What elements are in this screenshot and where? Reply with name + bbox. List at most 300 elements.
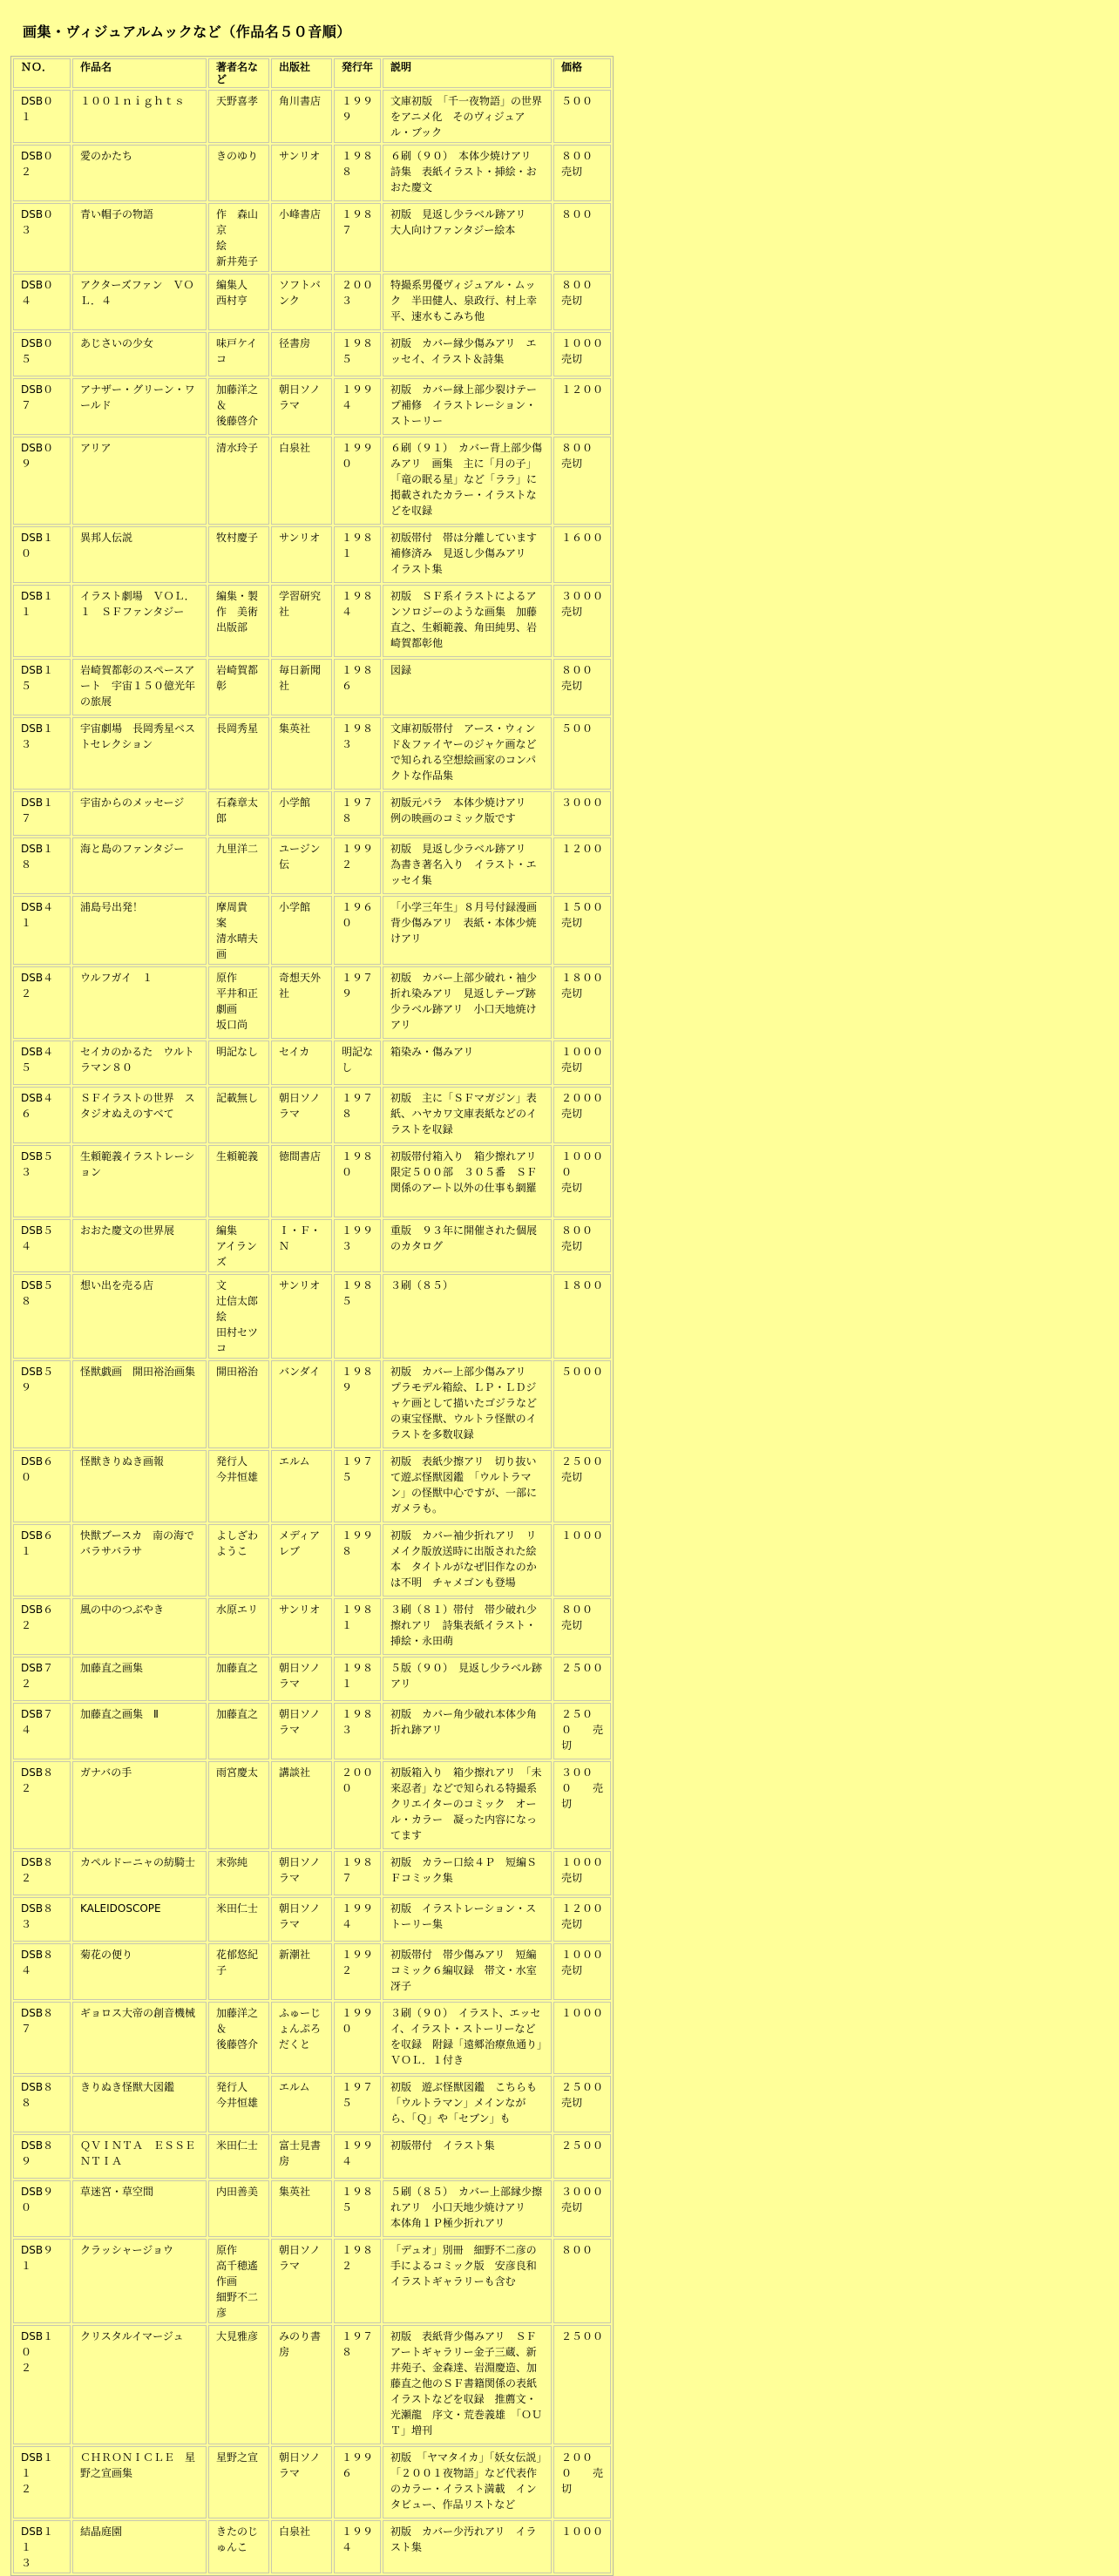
table-row — [13, 1145, 611, 1217]
cell-title: ギョロス大帝の創音機械 — [72, 2002, 207, 2074]
cell-price: ８００ — [553, 2239, 611, 2323]
table-row — [13, 1360, 611, 1448]
cell-year: １９９ ４ — [334, 378, 381, 435]
cell-price: １０００ 売切 — [553, 332, 611, 376]
cell-title: アクターズファン ＶＯＬ．４ — [72, 274, 207, 330]
cell-no: DSB８２ — [13, 1761, 71, 1849]
cell-publisher: 朝日ソノラマ — [271, 1087, 332, 1143]
table-row — [13, 1897, 611, 1942]
cell-year: １９９ ４ — [334, 1897, 381, 1942]
cell-publisher: ふゅーじょんぷろだくと — [271, 2002, 332, 2074]
cell-author: 末弥純 — [208, 1851, 269, 1895]
table-row — [13, 1598, 611, 1655]
cell-description: 初版 表紙背少傷みアリ ＳＦアートギャラリー金子三蔵、新井苑子、金森達、岩淵慶造、加藤直之他のＳＦ書籍関係の表紙イラストなどを収録 推薦文・光瀬龍 序文・荒巻義雄 「ＯＵＴ」増刊 — [383, 2325, 552, 2444]
cell-year: １９８ ４ — [334, 585, 381, 657]
table-row — [13, 1087, 611, 1143]
table-row — [13, 791, 611, 836]
cell-author: 開田裕治 — [208, 1360, 269, 1448]
cell-title: 怪獣きりぬき画報 — [72, 1450, 207, 1522]
cell-no: DSB５３ — [13, 1145, 71, 1217]
cell-price: １０００ — [553, 1524, 611, 1596]
cell-author: 加藤洋之＆ 後藤啓介 — [208, 378, 269, 435]
table-row — [13, 896, 611, 965]
cell-year: １９８ １ — [334, 1657, 381, 1701]
cell-description: 初版 カバー袖少折れアリ リメイク版放送時に出版された絵本 タイトルがなぜ旧作なのかは不明 チャメゴンも登場 — [383, 1524, 552, 1596]
cell-publisher: セイカ — [271, 1041, 332, 1085]
cell-author: 米田仁士 — [208, 2134, 269, 2179]
cell-publisher: 朝日ソノラマ — [271, 1897, 332, 1942]
cell-year: １９８ ８ — [334, 145, 381, 201]
cell-price: ２５０ ０ 売 切 — [553, 1703, 611, 1759]
cell-publisher: バンダイ — [271, 1360, 332, 1448]
column-header-publisher: 出版社 — [271, 58, 332, 88]
cell-year: １９９ ３ — [334, 1219, 381, 1272]
cell-year: １９８ １ — [334, 1598, 381, 1655]
cell-publisher: 径書房 — [271, 332, 332, 376]
cell-description: 初版元パラ 本体少焼けアリ 例の映画のコミック版です — [383, 791, 552, 836]
cell-price: １０００ — [553, 2520, 611, 2573]
cell-description: 初版帯付 帯少傷みアリ 短編コミック６編収録 帯文・水室冴子 — [383, 1943, 552, 2000]
cell-year: １９９ ２ — [334, 1943, 381, 2000]
cell-author: 石森章太郎 — [208, 791, 269, 836]
cell-author: 明記なし — [208, 1041, 269, 1085]
cell-publisher: メディアレブ — [271, 1524, 332, 1596]
cell-publisher: 白泉社 — [271, 437, 332, 525]
cell-price: ５００ — [553, 90, 611, 143]
cell-no: DSB６２ — [13, 1598, 71, 1655]
cell-publisher: エルム — [271, 2076, 332, 2132]
cell-year: １９７ ５ — [334, 2076, 381, 2132]
cell-no: DSB８４ — [13, 1943, 71, 2000]
cell-description: 初版帯付 帯は分離しています 補修済み 見返し少傷みアリ イラスト集 — [383, 526, 552, 583]
cell-author: 生頼範義 — [208, 1145, 269, 1217]
cell-publisher: 朝日ソノラマ — [271, 1851, 332, 1895]
table-row — [13, 2002, 611, 2074]
cell-author: 星野之宣 — [208, 2446, 269, 2518]
cell-title: １００１ｎｉｇｈｔｓ — [72, 90, 207, 143]
table-row — [13, 1219, 611, 1272]
cell-author: 原作 平井和正 劇画 坂口尚 — [208, 966, 269, 1039]
cell-price: １００００ 売切 — [553, 1145, 611, 1217]
cell-author: 岩崎賀都彰 — [208, 659, 269, 715]
cell-price: １０００ 売切 — [553, 1943, 611, 2000]
cell-title: イラスト劇場 ＶＯＬ．１ ＳＦファンタジー — [72, 585, 207, 657]
cell-no: DSB４１ — [13, 896, 71, 965]
cell-description: 特撮系男優ヴィジュアル・ムック 半田健人、泉政行、村上幸平、速水もこみち他 — [383, 274, 552, 330]
cell-year: １９８ ２ — [334, 2239, 381, 2323]
table-row — [13, 437, 611, 525]
cell-year: １９８ ９ — [334, 1360, 381, 1448]
cell-author: 味戸ケイコ — [208, 332, 269, 376]
cell-title: 快獣ブースカ 南の海でバラサバラサ — [72, 1524, 207, 1596]
cell-publisher: 毎日新聞社 — [271, 659, 332, 715]
cell-publisher: 白泉社 — [271, 2520, 332, 2573]
cell-no: DSB６１ — [13, 1524, 71, 1596]
cell-year: １９７ ９ — [334, 966, 381, 1039]
cell-title: 生頼範義イラストレーション — [72, 1145, 207, 1217]
cell-price: ３００ ０ 売 切 — [553, 1761, 611, 1849]
cell-description: 初版 カバー角少破れ本体少角折れ跡アリ — [383, 1703, 552, 1759]
cell-publisher: 奇想天外社 — [271, 966, 332, 1039]
cell-year: １９８ ５ — [334, 2180, 381, 2237]
cell-no: DSB４６ — [13, 1087, 71, 1143]
cell-no: DSB０４ — [13, 274, 71, 330]
table-row — [13, 585, 611, 657]
cell-publisher: 学習研究社 — [271, 585, 332, 657]
cell-description: 「デュオ」別冊 細野不二彦の手によるコミック版 安彦良和イラストギャラリーも含む — [383, 2239, 552, 2323]
cell-description: 初版 見返し少ラベル跡アリ 大人向けファンタジー絵本 — [383, 203, 552, 272]
cell-price: ８００ 売切 — [553, 274, 611, 330]
cell-publisher: 新潮社 — [271, 1943, 332, 2000]
cell-year: １９８ ３ — [334, 717, 381, 790]
cell-no: DSB０１ — [13, 90, 71, 143]
cell-author: 発行人 今井恒雄 — [208, 2076, 269, 2132]
cell-year: 明記なし — [334, 1041, 381, 1085]
cell-publisher: 講談社 — [271, 1761, 332, 1849]
column-header-description: 説明 — [383, 58, 552, 88]
cell-title: ＳＦイラストの世界 スタジオぬえのすべて — [72, 1087, 207, 1143]
cell-description: 初版 カバー少汚れアリ イラスト集 — [383, 2520, 552, 2573]
cell-description: 箱染み・傷みアリ — [383, 1041, 552, 1085]
page-title: 画集・ヴィジュアルムックなど（作品名５０音順） — [23, 24, 351, 40]
cell-no: DSB４５ — [13, 1041, 71, 1085]
cell-no: DSB１７ — [13, 791, 71, 836]
cell-price: ３０００ 売切 — [553, 2180, 611, 2237]
table-row — [13, 2446, 611, 2518]
cell-price: １２００ — [553, 837, 611, 894]
cell-no: DSB１３ — [13, 717, 71, 790]
cell-description: ３刷（９０） イラスト、エッセイ、イラスト・ストーリーなどを収録 附録「遠郷治療魚通り」ＶＯＬ．１付き — [383, 2002, 552, 2074]
catalog-table — [10, 56, 614, 2576]
cell-price: ３０００ 売切 — [553, 585, 611, 657]
cell-title: 加藤直之画集 Ⅱ — [72, 1703, 207, 1759]
cell-no: DSB１５ — [13, 659, 71, 715]
cell-author: 清水玲子 — [208, 437, 269, 525]
cell-year: １９９ ０ — [334, 437, 381, 525]
cell-description: 重版 ９３年に開催された個展のカタログ — [383, 1219, 552, 1272]
cell-no: DSB０２ — [13, 145, 71, 201]
cell-author: 加藤直之 — [208, 1657, 269, 1701]
cell-title: 草迷宮・草空間 — [72, 2180, 207, 2237]
cell-author: 九里洋二 — [208, 837, 269, 894]
cell-price: １５００ 売切 — [553, 896, 611, 965]
cell-title: セイカのかるた ウルトラマン８０ — [72, 1041, 207, 1085]
cell-author: 花郁悠紀子 — [208, 1943, 269, 2000]
cell-title: おおた慶文の世界展 — [72, 1219, 207, 1272]
cell-price: ２５００ — [553, 2134, 611, 2179]
cell-price: ２０００ 売切 — [553, 1087, 611, 1143]
cell-publisher: 富士見書房 — [271, 2134, 332, 2179]
table-row — [13, 1761, 611, 1849]
cell-year: １９９ ９ — [334, 90, 381, 143]
column-header-no: ＮＯ． — [13, 58, 71, 88]
cell-year: ２００ ３ — [334, 274, 381, 330]
cell-description: ６刷（９１） カバー背上部少傷みアリ 画集 主に「月の子」「竜の眠る星」など「ララ」に掲載されたカラー・イラストなどを収録 — [383, 437, 552, 525]
table-row — [13, 90, 611, 143]
cell-year: １９７ ８ — [334, 791, 381, 836]
cell-year: １９８ ７ — [334, 1851, 381, 1895]
cell-no: DSB０３ — [13, 203, 71, 272]
cell-price: １２００ 売切 — [553, 1897, 611, 1942]
cell-no: DSB０７ — [13, 378, 71, 435]
cell-description: 初版箱入り 箱少擦れアリ 「未来忍者」などで知られる特撮系クリエイターのコミック オール・カラー 凝った内容になってます — [383, 1761, 552, 1849]
table-row — [13, 1041, 611, 1085]
cell-publisher: 朝日ソノラマ — [271, 1703, 332, 1759]
table-row — [13, 837, 611, 894]
cell-author: 摩周貴 案 清水晴夫 画 — [208, 896, 269, 965]
cell-title: ウルフガイ １ — [72, 966, 207, 1039]
table-row — [13, 1703, 611, 1759]
cell-price: ８００ 売切 — [553, 1219, 611, 1272]
cell-author: 編集人 西村亨 — [208, 274, 269, 330]
cell-title: KALEIDOSCOPE — [72, 1897, 207, 1942]
cell-publisher: 小学館 — [271, 791, 332, 836]
cell-author: 長岡秀星 — [208, 717, 269, 790]
table-row — [13, 2239, 611, 2323]
table-row — [13, 1274, 611, 1359]
cell-no: DSB８２ — [13, 1851, 71, 1895]
cell-price: １０００ — [553, 2002, 611, 2074]
cell-price: ５００ — [553, 717, 611, 790]
table-header-row — [13, 58, 611, 88]
table-row — [13, 2180, 611, 2237]
cell-title: カペルドーニャの紡騎士 — [72, 1851, 207, 1895]
cell-no: DSB１０ ２ — [13, 2325, 71, 2444]
cell-title: 海と島のファンタジー — [72, 837, 207, 894]
cell-title: 菊花の便り — [72, 1943, 207, 2000]
cell-publisher: サンリオ — [271, 145, 332, 201]
cell-description: 初版 カバー縁上部少裂けテープ補修 イラストレーション・ストーリー — [383, 378, 552, 435]
cell-author: 編集 アイランズ — [208, 1219, 269, 1272]
cell-title: クラッシャージョウ — [72, 2239, 207, 2323]
table-row — [13, 659, 611, 715]
cell-no: DSB５８ — [13, 1274, 71, 1359]
cell-publisher: エルム — [271, 1450, 332, 1522]
cell-author: 発行人 今井恒雄 — [208, 1450, 269, 1522]
cell-no: DSB７２ — [13, 1657, 71, 1701]
column-header-year: 発行年 — [334, 58, 381, 88]
cell-description: 初版 カラー口絵４Ｐ 短編ＳＦコミック集 — [383, 1851, 552, 1895]
cell-description: 初版 カバー上部少傷みアリ プラモデル箱絵、ＬＰ・ＬＤジャケ画として描いたゴジラなどの東宝怪獣、ウルトラ怪獣のイラストを多数収録 — [383, 1360, 552, 1448]
cell-author: 米田仁士 — [208, 1897, 269, 1942]
cell-publisher: 朝日ソノラマ — [271, 2446, 332, 2518]
cell-publisher: 朝日ソノラマ — [271, 1657, 332, 1701]
table-row — [13, 526, 611, 583]
cell-price: １８００ 売切 — [553, 966, 611, 1039]
cell-author: 記載無し — [208, 1087, 269, 1143]
cell-title: ガナバの手 — [72, 1761, 207, 1849]
column-header-title: 作品名 — [72, 58, 207, 88]
cell-year: １９８ ６ — [334, 659, 381, 715]
cell-price: ５０００ — [553, 1360, 611, 1448]
cell-author: 作 森山京 絵 新井苑子 — [208, 203, 269, 272]
cell-author: 原作 高千穂遙 作画 細野不二彦 — [208, 2239, 269, 2323]
cell-no: DSB６０ — [13, 1450, 71, 1522]
cell-description: 初版帯付 イラスト集 — [383, 2134, 552, 2179]
cell-no: DSB９０ — [13, 2180, 71, 2237]
cell-title: あじさいの少女 — [72, 332, 207, 376]
cell-price: ３０００ — [553, 791, 611, 836]
cell-year: １９８ ５ — [334, 332, 381, 376]
cell-description: ６刷（９０） 本体少焼けアリ 詩集 表紙イラスト・挿絵・おおた慶文 — [383, 145, 552, 201]
cell-description: 図録 — [383, 659, 552, 715]
cell-description: ３刷（８５） — [383, 1274, 552, 1359]
cell-description: 「小学三年生」８月号付録漫画 背少傷みアリ 表紙・本体少焼けアリ — [383, 896, 552, 965]
cell-description: 初版帯付箱入り 箱少擦れアリ 限定５００部 ３０５番 ＳＦ関係のアート以外の仕事も網羅 — [383, 1145, 552, 1217]
cell-year: １９７ ５ — [334, 1450, 381, 1522]
cell-description: 初版 見返し少ラベル跡アリ 為書き著名入り イラスト・エッセイ集 — [383, 837, 552, 894]
cell-description: 初版 遊ぶ怪獣図鑑 こちらも「ウルトラマン」メインながら、「Ｑ」や「セブン」も — [383, 2076, 552, 2132]
cell-year: １９９ ４ — [334, 2134, 381, 2179]
cell-no: DSB０９ — [13, 437, 71, 525]
cell-description: ５版（９０） 見返し少ラベル跡アリ — [383, 1657, 552, 1701]
cell-publisher: 朝日ソノラマ — [271, 2239, 332, 2323]
table-row — [13, 2520, 611, 2573]
cell-author: 文 辻信太郎 絵 田村セツコ — [208, 1274, 269, 1359]
cell-author: 加藤洋之＆ 後藤啓介 — [208, 2002, 269, 2074]
cell-description: 初版 表紙少擦アリ 切り抜いて遊ぶ怪獣図鑑 「ウルトラマン」の怪獣中心ですが、一部にガメラも。 — [383, 1450, 552, 1522]
cell-publisher: 徳間書店 — [271, 1145, 332, 1217]
cell-no: DSB０５ — [13, 332, 71, 376]
cell-title: クリスタルイマージュ — [72, 2325, 207, 2444]
cell-price: ２００ ０ 売 切 — [553, 2446, 611, 2518]
cell-price: ８００ 売切 — [553, 659, 611, 715]
cell-year: １９８ ５ — [334, 1274, 381, 1359]
cell-description: ５刷（８５） カバー上部縁少擦れアリ 小口天地少焼けアリ 本体角１Ｐ極少折れアリ — [383, 2180, 552, 2237]
cell-title: 青い帽子の物語 — [72, 203, 207, 272]
cell-description: 初版 ＳＦ系イラストによるアンソロジーのような画集 加藤直之、生頼範義、角田純男、岩崎賀都彰他 — [383, 585, 552, 657]
cell-year: １９９ ８ — [334, 1524, 381, 1596]
cell-title: 加藤直之画集 — [72, 1657, 207, 1701]
cell-price: ２５００ 売切 — [553, 2076, 611, 2132]
table-row — [13, 2325, 611, 2444]
cell-title: 異邦人伝説 — [72, 526, 207, 583]
column-header-price: 価格 — [553, 58, 611, 88]
cell-price: ８００ 売切 — [553, 437, 611, 525]
cell-author: きのゆり — [208, 145, 269, 201]
cell-year: １９９ ６ — [334, 2446, 381, 2518]
cell-year: １９９ ０ — [334, 2002, 381, 2074]
cell-year: １９７ ８ — [334, 2325, 381, 2444]
cell-publisher: サンリオ — [271, 526, 332, 583]
cell-publisher: サンリオ — [271, 1598, 332, 1655]
cell-publisher: 集英社 — [271, 2180, 332, 2237]
cell-year: ２００ ０ — [334, 1761, 381, 1849]
cell-publisher: みのり書房 — [271, 2325, 332, 2444]
cell-publisher: 小峰書店 — [271, 203, 332, 272]
cell-publisher: 小学館 — [271, 896, 332, 965]
cell-author: きたのじゅんこ — [208, 2520, 269, 2573]
cell-price: １６００ — [553, 526, 611, 583]
cell-no: DSB４２ — [13, 966, 71, 1039]
cell-author: 牧村慶子 — [208, 526, 269, 583]
cell-title: ＣＨＲＯＮＩＣＬＥ 星野之宣画集 — [72, 2446, 207, 2518]
cell-publisher: 角川書店 — [271, 90, 332, 143]
cell-author: 天野喜孝 — [208, 90, 269, 143]
cell-author: 内田善美 — [208, 2180, 269, 2237]
cell-publisher: サンリオ — [271, 1274, 332, 1359]
cell-description: 文庫初版 「千一夜物語」の世界をアニメ化 そのヴィジュアル・ブック — [383, 90, 552, 143]
cell-publisher: Ｉ・Ｆ・Ｎ — [271, 1219, 332, 1272]
cell-title: 愛のかたち — [72, 145, 207, 201]
cell-no: DSB１０ — [13, 526, 71, 583]
cell-author: 加藤直之 — [208, 1703, 269, 1759]
cell-no: DSB５９ — [13, 1360, 71, 1448]
cell-author: 雨宮慶太 — [208, 1761, 269, 1849]
cell-no: DSB１８ — [13, 837, 71, 894]
table-row — [13, 2134, 611, 2179]
cell-description: 初版 「ヤマタイカ」「妖女伝説」「２００１夜物語」など代表作のカラー・イラスト満載 インタビュー、作品リストなど — [383, 2446, 552, 2518]
cell-price: ８００ 売切 — [553, 145, 611, 201]
cell-year: １９８ ０ — [334, 1145, 381, 1217]
cell-publisher: 朝日ソノラマ — [271, 378, 332, 435]
cell-title: 風の中のつぶやき — [72, 1598, 207, 1655]
cell-price: ８００ — [553, 203, 611, 272]
cell-year: １９７ ８ — [334, 1087, 381, 1143]
cell-year: １９６ ０ — [334, 896, 381, 965]
table-row — [13, 274, 611, 330]
table-row — [13, 203, 611, 272]
cell-price: ８００ 売切 — [553, 1598, 611, 1655]
cell-title: 結晶庭園 — [72, 2520, 207, 2573]
cell-title: 浦島号出発！ — [72, 896, 207, 965]
cell-year: １９８ ７ — [334, 203, 381, 272]
cell-title: きりぬき怪獣大図鑑 — [72, 2076, 207, 2132]
cell-publisher: 集英社 — [271, 717, 332, 790]
cell-publisher: ソフトバンク — [271, 274, 332, 330]
cell-title: ＱＶＩＮＴＡ ＥＳＳＥＮＴＩＡ — [72, 2134, 207, 2179]
cell-description: 初版 主に「ＳＦマガジン」表紙、ハヤカワ文庫表紙などのイラストを収録 — [383, 1087, 552, 1143]
cell-title: アリア — [72, 437, 207, 525]
cell-price: ２５００ 売切 — [553, 1450, 611, 1522]
cell-no: DSB８７ — [13, 2002, 71, 2074]
cell-title: 岩崎賀都彰のスペースアート 宇宙１５０億光年の旅展 — [72, 659, 207, 715]
cell-no: DSB５４ — [13, 1219, 71, 1272]
table-body — [13, 90, 611, 2573]
cell-price: １２００ — [553, 378, 611, 435]
cell-description: ３刷（８１）帯付 帯少破れ少擦れアリ 詩集表紙イラスト・挿絵・永田萌 — [383, 1598, 552, 1655]
cell-description: 初版 イラストレーション・ストーリー集 — [383, 1897, 552, 1942]
column-header-author: 著者名など — [208, 58, 269, 88]
cell-year: １９９ ２ — [334, 837, 381, 894]
cell-author: よしざわようこ — [208, 1524, 269, 1596]
cell-no: DSB８８ — [13, 2076, 71, 2132]
table-row — [13, 1943, 611, 2000]
cell-no: DSB９１ — [13, 2239, 71, 2323]
cell-year: １９９ ４ — [334, 2520, 381, 2573]
cell-publisher: ユージン伝 — [271, 837, 332, 894]
table-row — [13, 332, 611, 376]
cell-no: DSB７４ — [13, 1703, 71, 1759]
cell-description: 文庫初版帯付 アース・ウィンド＆ファイヤーのジャケ画などで知られる空想絵画家のコンパクトな作品集 — [383, 717, 552, 790]
cell-no: DSB１１ ２ — [13, 2446, 71, 2518]
cell-no: DSB１１ — [13, 585, 71, 657]
cell-no: DSB８３ — [13, 1897, 71, 1942]
table-row — [13, 1524, 611, 1596]
cell-title: 想い出を売る店 — [72, 1274, 207, 1359]
cell-no: DSB８９ — [13, 2134, 71, 2179]
cell-year: １９８ １ — [334, 526, 381, 583]
cell-description: 初版 カバー上部少破れ・袖少折れ染みアリ 見返しテープ跡少ラベル跡アリ 小口天地焼けアリ — [383, 966, 552, 1039]
cell-price: １０００ 売切 — [553, 1041, 611, 1085]
cell-title: 怪獣戯画 開田裕治画集 — [72, 1360, 207, 1448]
cell-author: 水原エリ — [208, 1598, 269, 1655]
table-row — [13, 378, 611, 435]
table-row — [13, 2076, 611, 2132]
cell-year: １９８ ３ — [334, 1703, 381, 1759]
cell-title: 宇宙からのメッセージ — [72, 791, 207, 836]
table-row — [13, 1657, 611, 1701]
